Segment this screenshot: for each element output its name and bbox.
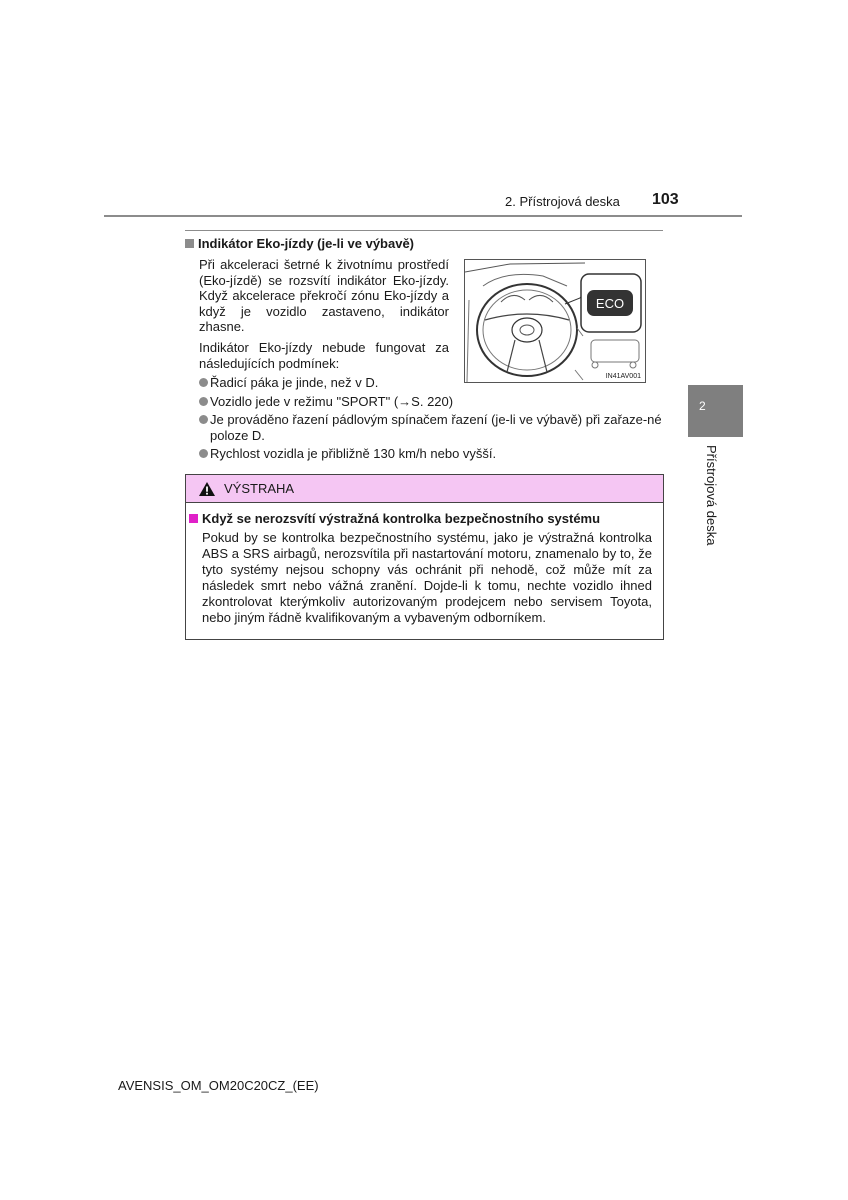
chapter-side-label: Přístrojová deska <box>704 445 719 546</box>
chapter-side-tab <box>688 385 743 437</box>
chapter-number: 2 <box>699 399 706 413</box>
bullet-dot-icon <box>199 378 208 387</box>
warning-triangle-icon <box>198 481 216 497</box>
bullet-dot-icon <box>199 449 208 458</box>
conditions-list <box>199 375 664 465</box>
list-item-text: Vozidlo jede v režimu "SPORT" (→S. 220) <box>210 393 454 409</box>
eco-indicator-label: ECO <box>595 296 625 311</box>
header-divider <box>104 215 742 217</box>
section-heading-text: Indikátor Eko-jízdy (je-li ve výbavě) <box>198 236 415 251</box>
list-item-text: Je prováděno řazení pádlovým spínačem řazení (je-li ve výbavě) při zařaze-né poloze D. <box>210 412 662 443</box>
square-bullet-icon <box>185 239 194 248</box>
list-item <box>199 394 664 410</box>
warning-header-label: VÝSTRAHA <box>224 481 295 496</box>
dashboard-illustration <box>464 259 646 383</box>
list-item <box>199 412 664 443</box>
warning-box <box>185 474 664 640</box>
eco-conditions-intro: Indikátor Eko-jízdy nebude fungovat za následujících podmínek: <box>199 340 449 371</box>
chapter-title: 2. Přístrojová deska <box>505 194 620 209</box>
bullet-dot-icon <box>199 415 208 424</box>
section-divider <box>185 230 663 231</box>
warning-title <box>189 511 600 526</box>
bullet-dot-icon <box>199 397 208 406</box>
page-number: 103 <box>652 191 679 208</box>
section-heading <box>185 236 414 251</box>
eco-description-paragraph: Při akceleraci šetrné k životnímu prostředí (Eko-jízdě) se rozsvítí indikátor Eko-jízdy. Když akcelerace překročí zónu Eko-jízdy a když je vozidlo zastaveno, indikátor zhasne. <box>199 257 449 334</box>
figure-code: IN41AV001 <box>605 373 641 380</box>
warning-header <box>186 475 663 503</box>
list-item <box>199 446 664 462</box>
steering-wheel-illustration <box>465 260 645 382</box>
list-item-text: Řadicí páka je jinde, než v D. <box>210 375 379 390</box>
document-code: AVENSIS_OM_OM20C20CZ_(EE) <box>118 1078 319 1093</box>
warning-text: Pokud by se kontrolka bezpečnostního systému, jako je výstražná kontrolka ABS a SRS airbagů, nerozsvítila při nastartování motoru, znamenalo by to, že tyto systémy nejsou schopny vás ochránit při nehodě, což může mít za následek smrt nebo vážná zranění. Dojde-li k tomu, nechte vozidlo ihned zkontrolovat kterýmkoliv autorizovaným prodejcem nebo servisem Toyota, nebo jiným řádně kvalifikovaným a vybaveným odborníkem. <box>202 530 652 625</box>
warning-title-text: Když se nerozsvítí výstražná kontrolka bezpečnostního systému <box>202 511 601 526</box>
pink-square-icon <box>189 514 198 523</box>
list-item-text: Rychlost vozidla je přibližně 130 km/h nebo vyšší. <box>210 446 497 461</box>
